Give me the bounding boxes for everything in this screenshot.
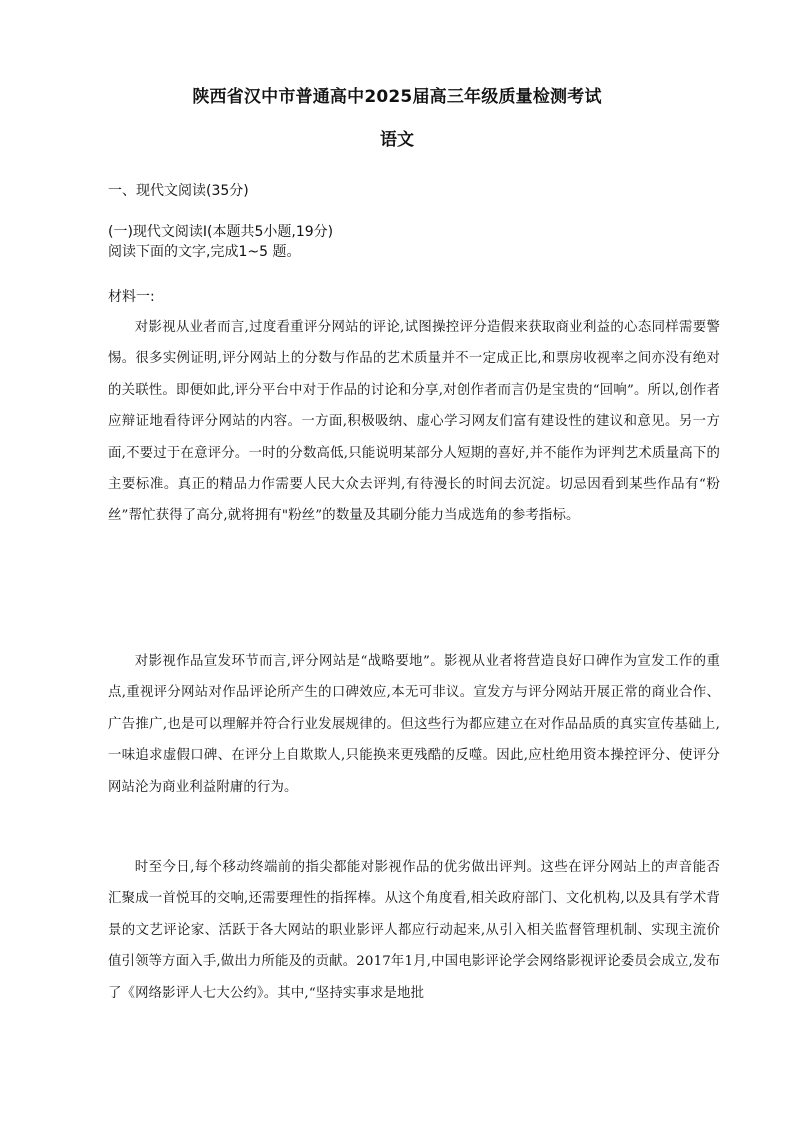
body-paragraph-3 [108,852,720,1009]
section-heading: 一、现代文阅读(35分) [108,183,249,199]
subsection-heading: (一)现代文阅读I(本题共5小题,19分) [108,224,334,240]
exam-title: 陕西省汉中市普通高中2025届高三年级质量检测考试 [192,87,602,107]
reading-instruction: 阅读下面的文字,完成1~5 题。 [108,244,301,260]
paragraph-text: 时至今日,每个移动终端前的指尖都能对影视作品的优劣做出评判。这些在评分网站上的声音能否汇聚成一首悦耳的交响,还需要理性的指挥棒。从这个角度看,相关政府部门、文化机构,以及具有学术背景的文艺评论家、活跃于各大网站的职业影评人都应行动起来,从引入相关监督管理机制、实现主流价值引领等方面入手,做出力所能及的贡献。2017年1月,中国电影评论学会网络影视评论委员会成立,发布了《网络影评人七大公约》。其中,“坚持实事求是地批 [108,860,720,1001]
body-paragraph-2 [108,646,720,803]
body-paragraph-1 [108,312,720,532]
material-label: 材料一: [108,289,155,305]
paragraph-text: 对影视作品宣发环节而言,评分网站是“战略要地”。影视从业者将营造良好口碑作为宣发工作的重点,重视评分网站对作品评论所产生的口碑效应,本无可非议。宣发方与评分网站开展正常的商业合作、广告推广,也是可以理解并符合行业发展规律的。但这些行为都应建立在对作品品质的真实宣传基础上,一味追求虚假口碑、在评分上自欺欺人,只能换来更残酷的反噬。因此,应杜绝用资本操控评分、使评分网站沦为商业利益附庸的行为。 [108,654,720,795]
subject-heading: 语文 [380,130,414,150]
paragraph-text: 对影视从业者而言,过度看重评分网站的评论,试图操控评分造假来获取商业利益的心态同样需要警惕。很多实例证明,评分网站上的分数与作品的艺术质量并不一定成正比,和票房收视率之间亦没有绝对的关联性。即便如此,评分平台中对于作品的讨论和分享,对创作者而言仍是宝贵的“回响”。所以,创作者应辩证地看待评分网站的内容。一方面,积极吸纳、虚心学习网友们富有建设性的建议和意见。另一方面,不要过于在意评分。一时的分数高低,只能说明某部分人短期的喜好,并不能作为评判艺术质量高下的主要标准。真正的精品力作需要人民大众去评判,有待漫长的时间去沉淀。切忌因看到某些作品有“粉丝”帮忙获得了高分,就将拥有"粉丝”的数量及其刷分能力当成选角的参考指标。 [108,320,720,524]
